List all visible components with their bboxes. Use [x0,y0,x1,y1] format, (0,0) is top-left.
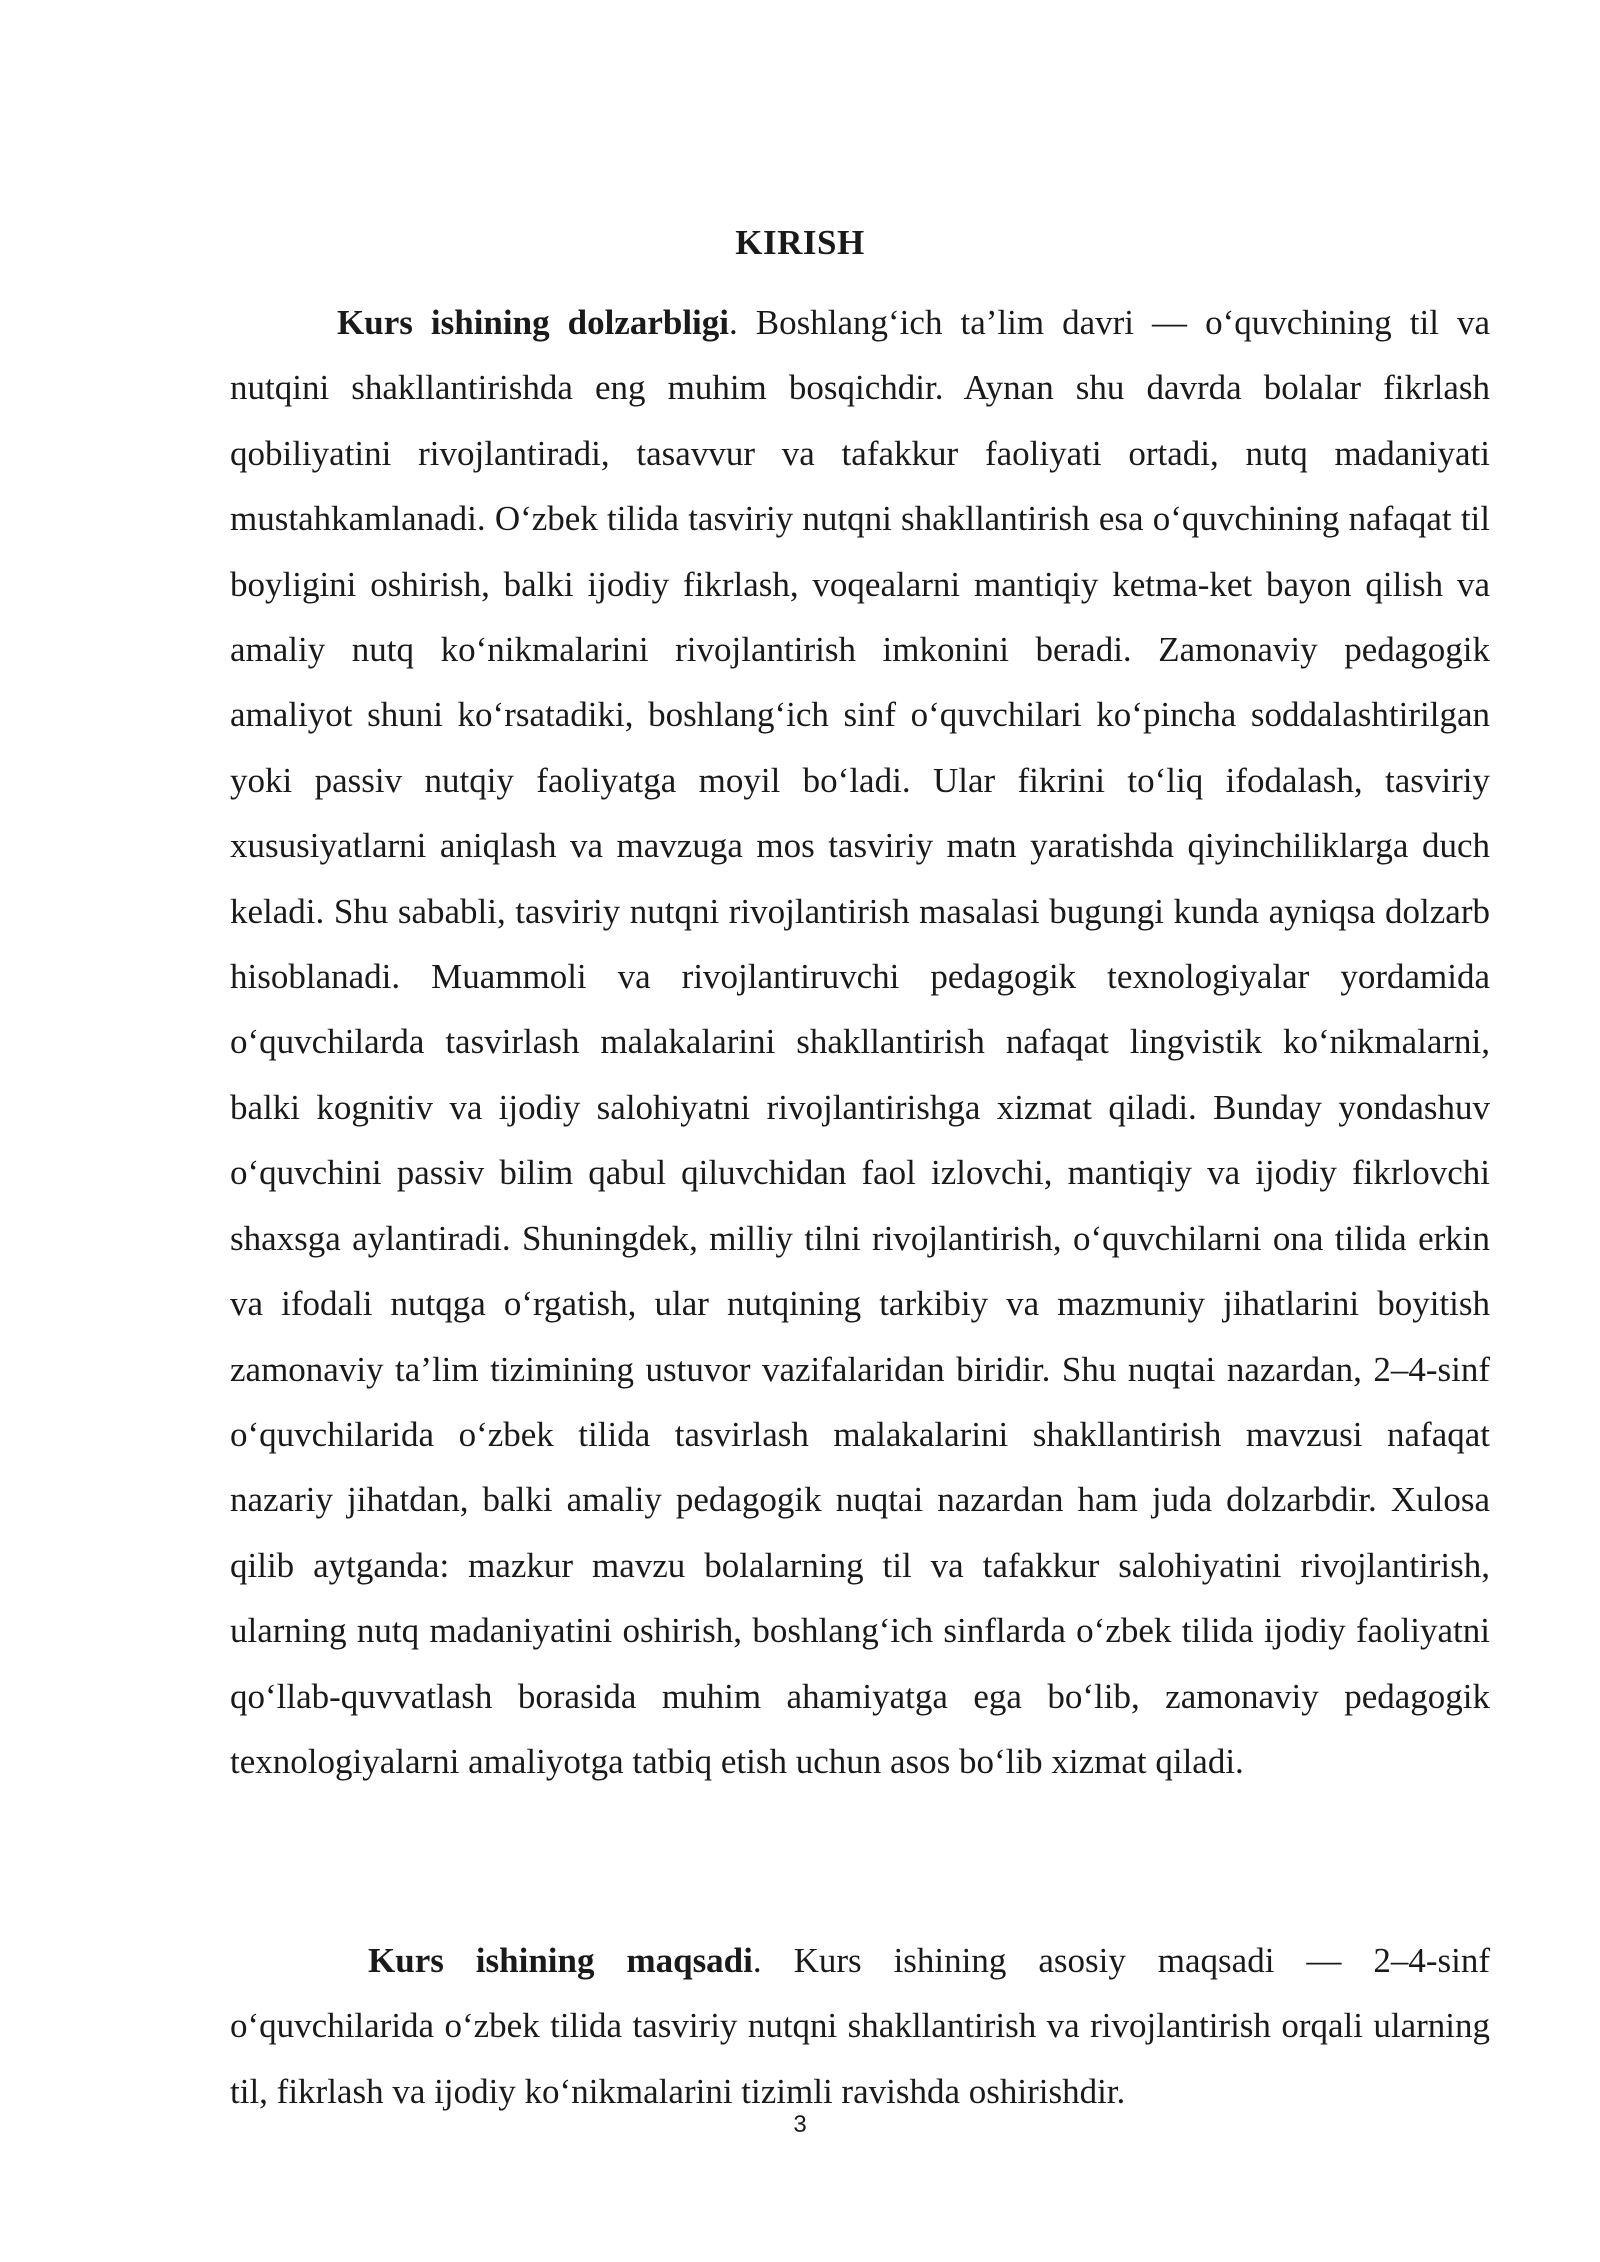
section-heading-relevance: Kurs ishining dolzarbligi [337,303,730,342]
section-text-goal: . Kurs ishining asosiy maqsadi — 2–4-sinf o‘quvchilarida o‘zbek tilida tasviriy nutqni shakllantirish va rivojlantirish orqali ularning til, fikrlash va ijodiy ko‘nikmalarini tizimli ravishda oshirishdir. [230,1941,1490,2111]
page-title: KIRISH [735,223,865,262]
paragraph-goal [230,1928,1490,2124]
page-number: 3 [793,2111,807,2138]
section-heading-goal: Kurs ishining maqsadi [368,1941,753,1980]
section-text-relevance: . Boshlang‘ich ta’lim davri — o‘quvchining til va nutqini shakllantirishda eng muhim bosqichdir. Aynan shu davrda bolalar fikrlash qobiliyatini rivojlantiradi, tasavvur va tafakkur faoliyati ortadi, nutq madaniyati mustahkamlanadi. O‘zbek tilida tasviriy nutqni shakllantirish esa o‘quvchining nafaqat til boyligini oshirish, balki ijodiy fikrlash, voqealarni mantiqiy ketma-ket bayon qilish va amaliy nutq ko‘nikmalarini rivojlantirish imkonini beradi. Zamonaviy pedagogik amaliyot shuni ko‘rsatadiki, boshlang‘ich sinf o‘quvchilari ko‘pincha soddalashtirilgan yoki passiv nutqiy faoliyatga moyil bo‘ladi. Ular fikrini to‘liq ifodalash, tasviriy xususiyatlarni aniqlash va mavzuga mos tasviriy matn yaratishda qiyinchiliklarga duch keladi. Shu sababli, tasviriy nutqni rivojlantirish masalasi bugungi kunda ayniqsa dolzarb hisoblanadi. Muammoli va rivojlantiruvchi pedagogik texnologiyalar yordamida o‘quvchilarda tasvirlash malakalarini shakllantirish nafaqat lingvistik ko‘nikmalarni, balki kognitiv va ijodiy salohiyatni rivojlantirishga xizmat qiladi. Bunday yondashuv o‘quvchini passiv bilim qabul qiluvchidan faol izlovchi, mantiqiy va ijodiy fikrlovchi shaxsga aylantiradi. Shuningdek, milliy tilni rivojlantirish, o‘quvchilarni ona tilida erkin va ifodali nutqga o‘rgatish, ular nutqining tarkibiy va mazmuniy jihatlarini boyitish zamonaviy ta’lim tizimining ustuvor vazifalaridan biridir. Shu nuqtai nazardan, 2–4-sinf o‘quvchilarida o‘zbek tilida tasvirlash malakalarini shakllantirish mavzusi nafaqat nazariy jihatdan, balki amaliy pedagogik nuqtai nazardan ham juda dolzarbdir. Xulosa qilib aytganda: mazkur mavzu bolalarning til va tafakkur salohiyatini rivojlantirish, ularning nutq madaniyatini oshirish, boshlang‘ich sinflarda o‘zbek tilida ijodiy faoliyatni qo‘llab-quvvatlash borasida muhim ahamiyatga ega bo‘lib, zamonaviy pedagogik texnologiyalarni amaliyotga tatbiq etish uchun asos bo‘lib xizmat qiladi. [230,303,1491,1781]
paragraph-relevance [230,290,1490,1794]
